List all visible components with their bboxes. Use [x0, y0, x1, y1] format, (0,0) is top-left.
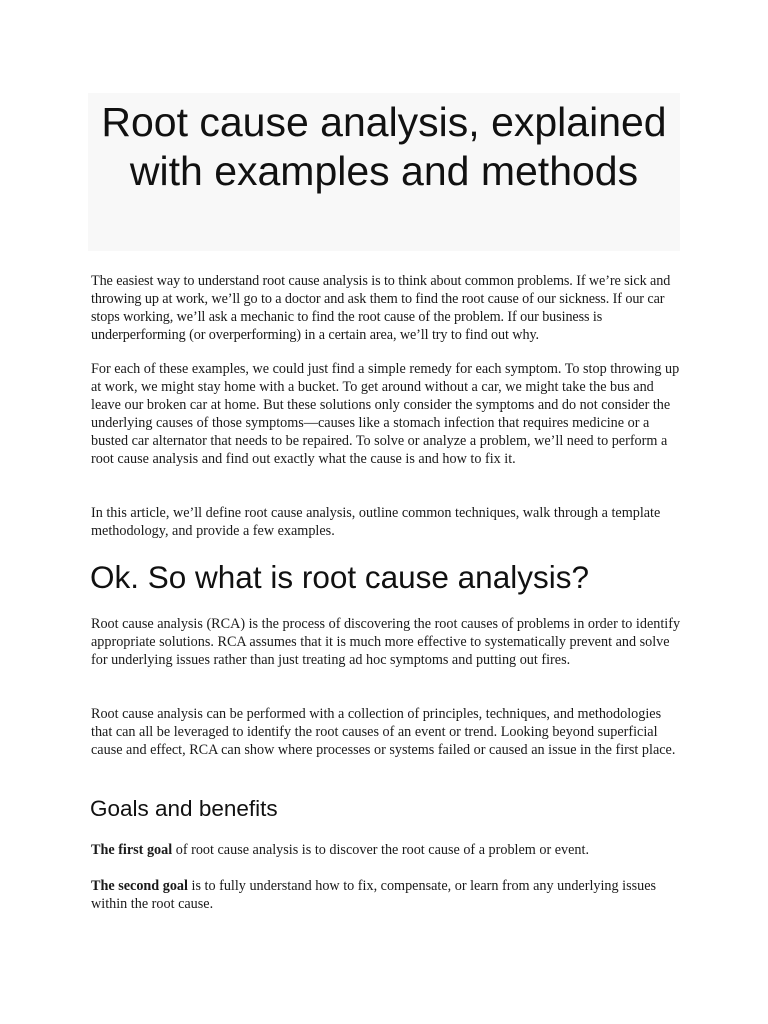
goal-paragraph-1 [91, 841, 683, 859]
goal-1-label: The first goal [91, 842, 173, 858]
goal-paragraph-2 [91, 877, 683, 913]
section-heading: Ok. So what is root cause analysis? [90, 559, 589, 595]
section-paragraph-2: Root cause analysis can be performed with a collection of principles, techniques, and methodologies that can all be leveraged to identify the root causes of an event or trend. Looking beyond superficial cause and effect, RCA can show where processes or systems failed or caused an issue in the first place. [91, 706, 676, 758]
subheading-goals: Goals and benefits [90, 796, 278, 821]
goal-2-label: The second goal [91, 878, 188, 894]
goal-1-text: of root cause analysis is to discover the root cause of a problem or event. [172, 842, 590, 858]
intro-paragraph-3: In this article, we’ll define root cause analysis, outline common techniques, walk through a template methodology, and provide a few examples. [91, 505, 661, 539]
intro-paragraph-1: The easiest way to understand root cause analysis is to think about common problems. If we’re sick and throwing up at work, we’ll go to a doctor and ask them to find the root cause of our sickness. If our car stops working, we’ll ask a mechanic to find the root cause of the problem. If our business is underperforming (or overperforming) in a certain area, we’ll try to find out why. [91, 273, 671, 343]
section-paragraph-1: Root cause analysis (RCA) is the process of discovering the root causes of problems in order to identify appropriate solutions. RCA assumes that it is much more effective to systematically prevent and solve for underlying issues rather than just treating ad hoc symptoms and putting out fires. [91, 616, 681, 668]
intro-paragraph-2: For each of these examples, we could just find a simple remedy for each symptom. To stop throwing up at work, we might stay home with a bucket. To get around without a car, we might take the bus and leave our broken car at home. But these solutions only consider the symptoms and do not consider the underlying causes of those symptoms—causes like a stomach infection that requires medicine or a busted car alternator that needs to be repaired. To solve or analyze a problem, we’ll need to perform a root cause analysis and find out exactly what the cause is and how to fix it. [91, 361, 680, 467]
goal-2-text: is to fully understand how to fix, compensate, or learn from any underlying issues within the root cause. [91, 878, 657, 912]
page-title: Root cause analysis, explained with examples and methods [101, 99, 667, 194]
